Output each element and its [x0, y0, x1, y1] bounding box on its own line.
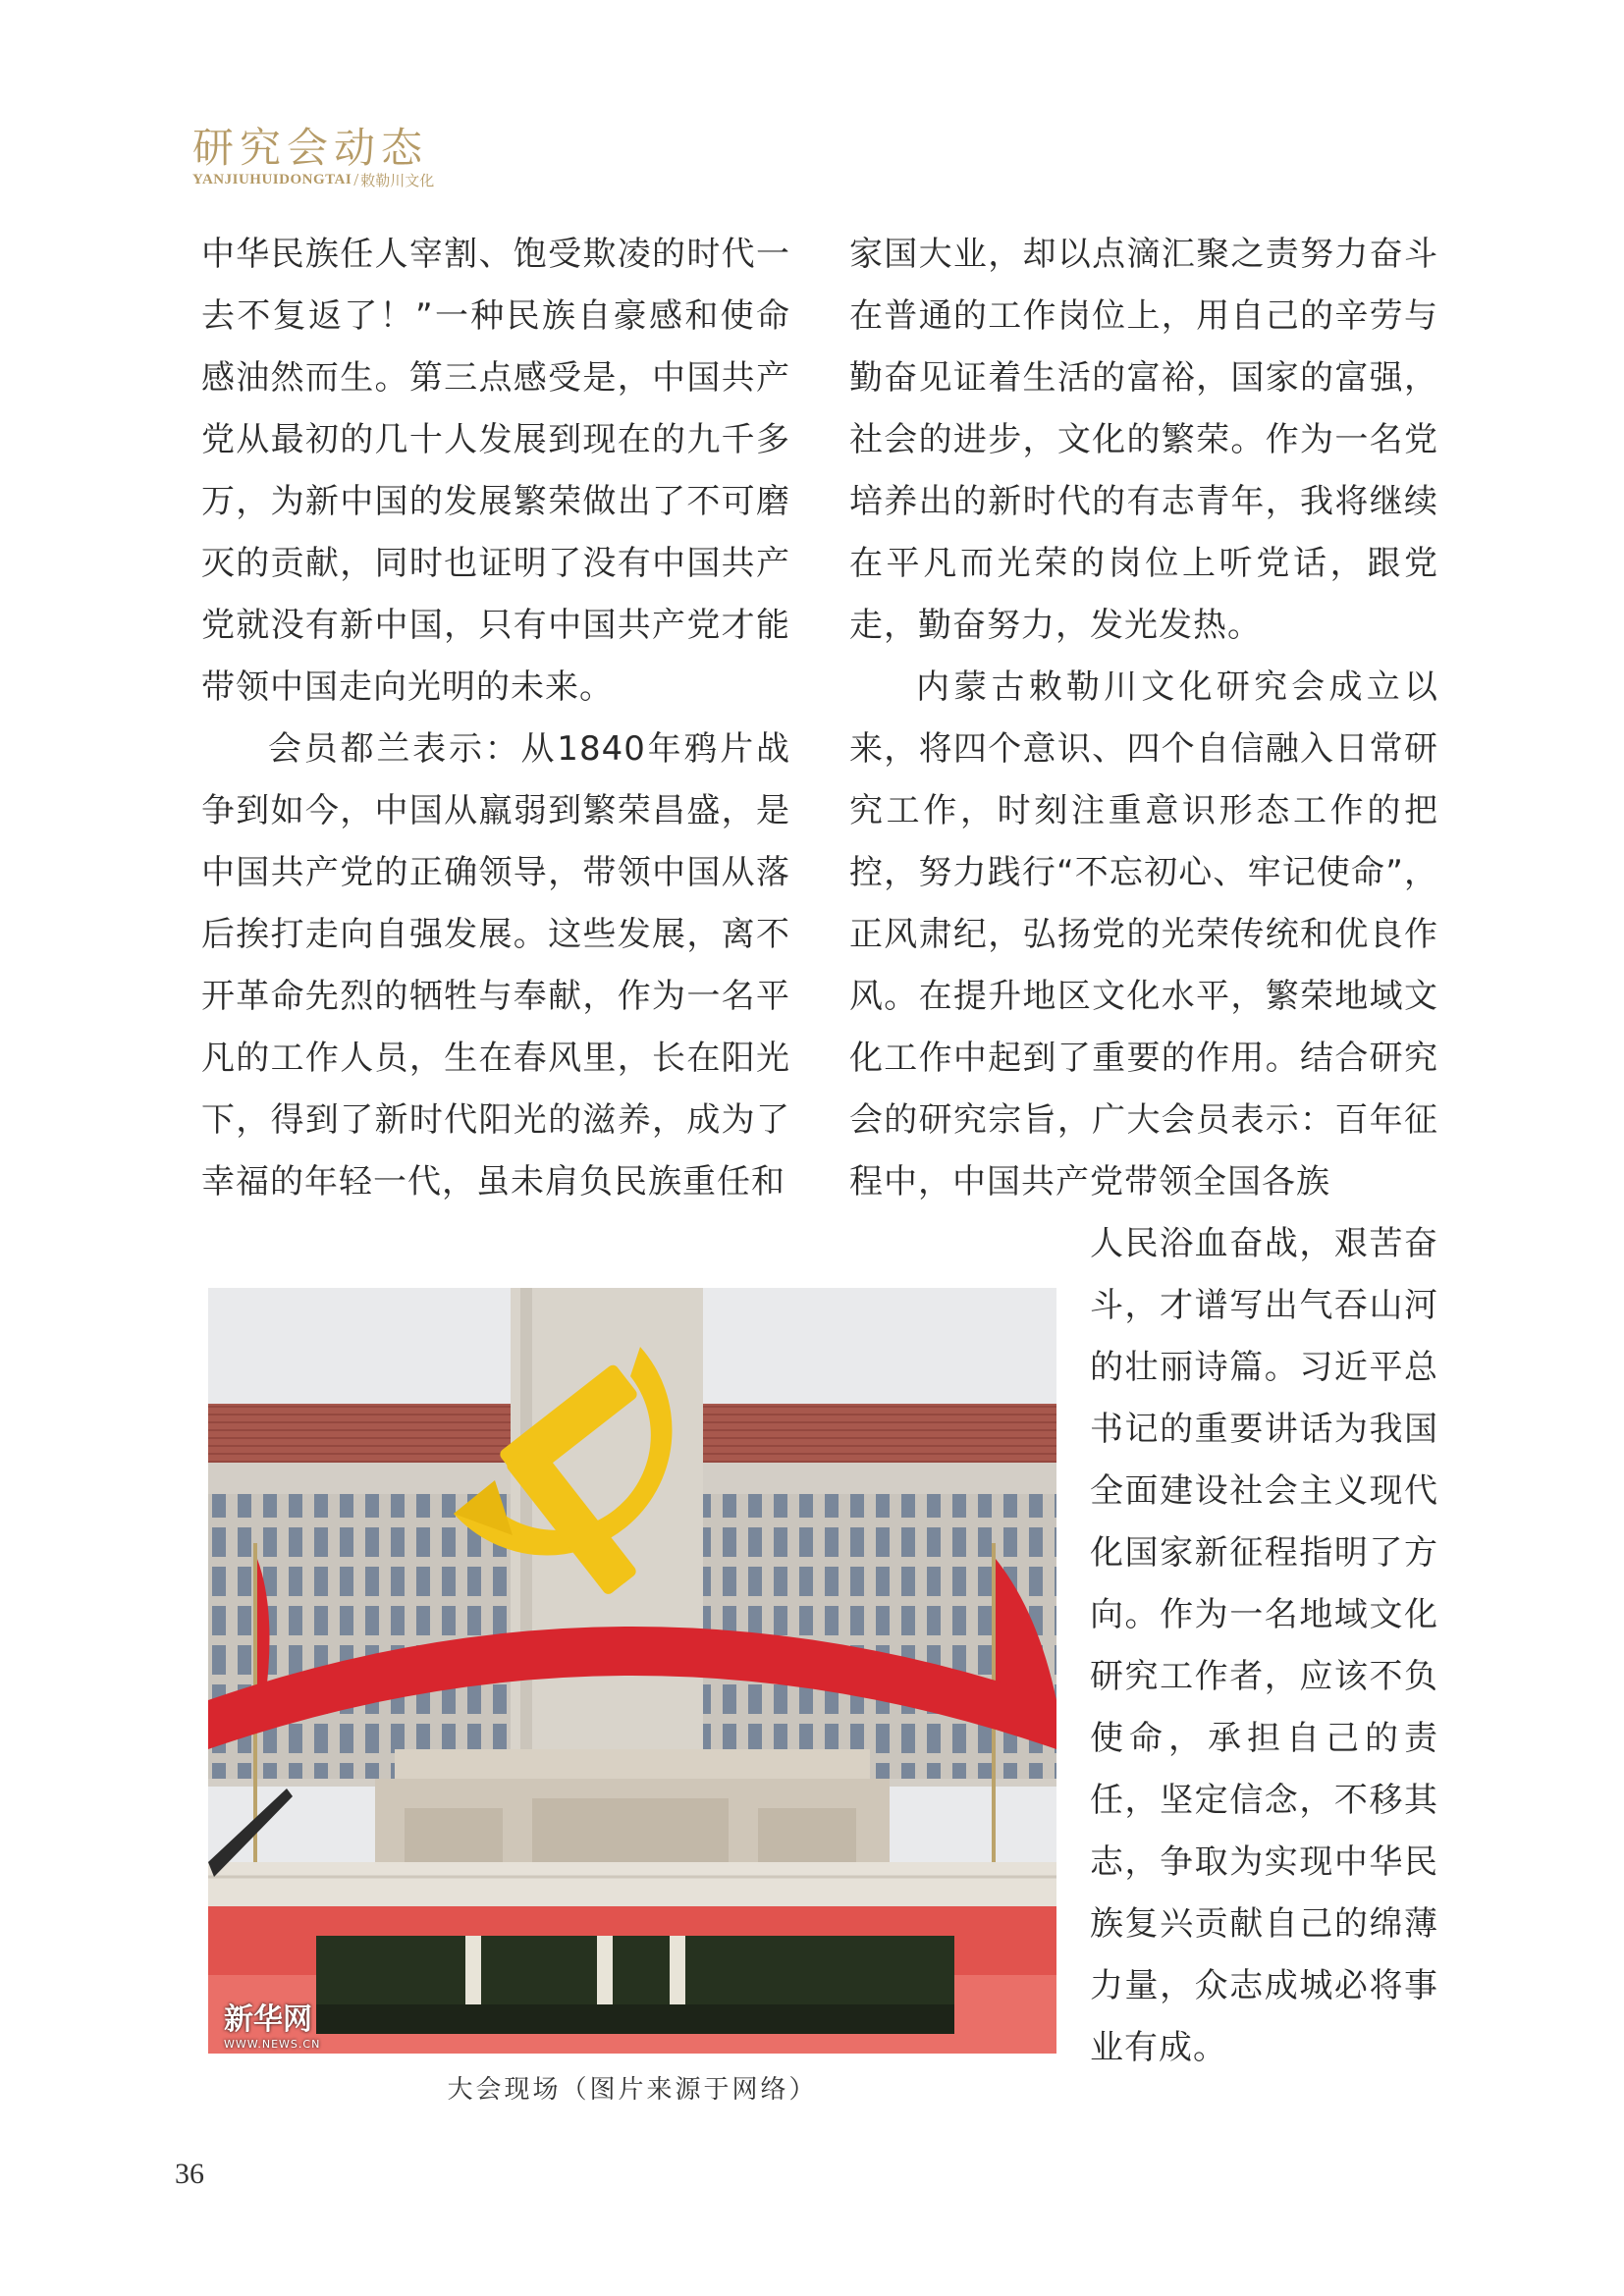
ceremony-scene — [208, 1288, 1056, 2054]
section-subtitle — [192, 169, 434, 190]
body-paragraph: 人民浴血奋战，艰苦奋斗，才谱写出气吞山河的壮丽诗篇。习近平总书记的重要讲话为我国全面建设社会主义现代化国家新征程指明了方向。作为一名地域文化研究工作者，应该不负使命，承担自己的责任，坚定信念，不移其志，争取为实现中华民族复兴贡献自己的绵薄力量，众志成城必将事业有成。 — [1090, 1224, 1438, 2067]
page-number: 36 — [175, 2158, 204, 2190]
section-title: 研究会动态 — [192, 124, 429, 172]
watermark-url: WWW.NEWS.CN — [224, 2038, 321, 2051]
body-paragraph: 中华民族任人宰割、饱受欺凌的时代一去不复返了！”一种民族自豪感和使命感油然而生。第三点感受是，中国共产党从最初的几十人发展到现在的九千多万，为新中国的发展繁荣做出了不可磨灭的贡献，同时也证明了没有中国共产党就没有新中国，只有中国共产党才能带领中国走向光明的未来。 — [201, 235, 790, 707]
subtitle-slash: / — [353, 169, 359, 189]
watermark-logo: 新华网 — [224, 2002, 312, 2037]
body-paragraph: 内蒙古敕勒川文化研究会成立以来，将四个意识、四个自信融入日常研究工作，时刻注重意识形态工作的把控，努力践行“不忘初心、牢记使命”，正风肃纪，弘扬党的光荣传统和优良作风。在提升地区文化水平，繁荣地域文化工作中起到了重要的作用。结合研究会的研究宗旨，广大会员表示：百年征程中，中国共产党带领全国各族 — [849, 667, 1438, 1201]
body-paragraph: 会员都兰表示：从1840年鸦片战争到如今，中国从羸弱到繁荣昌盛，是中国共产党的正确领导，带领中国从落后挨打走向自强发展。这些发展，离不开革命先烈的牺牲与奉献，作为一名平凡的工作人员，生在春风里，长在阳光下，得到了新时代阳光的滋养，成为了幸福的年轻一代，虽未肩负民族重任和 — [201, 729, 790, 1201]
body-paragraph: 家国大业，却以点滴汇聚之责努力奋斗在普通的工作岗位上，用自己的辛劳与勤奋见证着生活的富裕，国家的富强，社会的进步，文化的繁荣。作为一名党培养出的新时代的有志青年，我将继续在平凡而光荣的岗位上听党话，跟党走，勤奋努力，发光发热。 — [849, 235, 1438, 645]
event-photo — [208, 1288, 1056, 2054]
watermark — [224, 1995, 320, 2051]
magazine-name: 敕勒川文化 — [360, 173, 435, 189]
photo-caption: 大会现场（图片来源于网络） — [447, 2075, 818, 2105]
section-latin: YANJIUHUIDONGTAI — [192, 171, 352, 187]
